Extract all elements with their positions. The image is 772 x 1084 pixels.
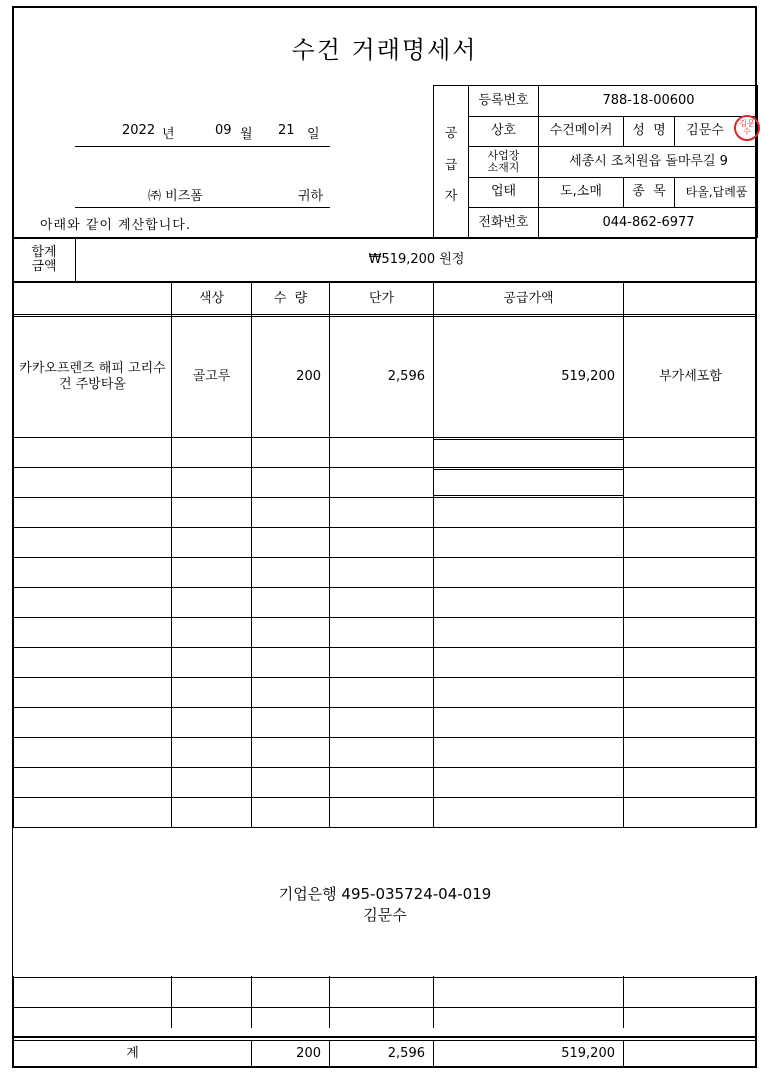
- reg-no-value: 788-18-00600: [602, 92, 695, 108]
- header-unit-price: 단가: [368, 291, 395, 307]
- name-value: 김문수: [686, 123, 724, 139]
- seal-stamp: 김문수: [734, 115, 760, 141]
- header-quantity: 수 량: [273, 291, 308, 307]
- item-label: 종 목: [632, 184, 666, 200]
- header-supply-amount: 공급가액: [503, 291, 554, 307]
- item-name: 카카오프렌즈 해피 고리수건 주방타올: [19, 361, 166, 392]
- total-amount: ₩519,200 원정: [368, 251, 465, 267]
- item-unit-price: 2,596: [387, 368, 425, 384]
- item-value: 타올,답례품: [685, 184, 748, 199]
- footer-amount: 519,200: [561, 1045, 615, 1061]
- date-year: 2022: [122, 123, 156, 138]
- recipient-name: ㈜ 비즈폼: [148, 189, 203, 204]
- date-month-unit: 월: [240, 127, 253, 142]
- footer-unit-price: 2,596: [387, 1045, 425, 1061]
- name-label: 성 명: [632, 123, 666, 139]
- address-value: 세종시 조치원읍 돌마루길 9: [569, 153, 728, 169]
- phone-value: 044-862-6977: [602, 214, 695, 230]
- business-label: 업태: [490, 184, 517, 200]
- bank-account: 기업은행 495-035724-04-019: [278, 885, 492, 903]
- recipient-suffix: 귀하: [298, 189, 324, 204]
- business-value: 도,소매: [560, 184, 602, 200]
- account-holder: 김문수: [363, 906, 407, 924]
- footer-label: 계: [126, 1045, 139, 1061]
- date-month: 09: [215, 123, 232, 138]
- item-amount: 519,200: [561, 368, 615, 384]
- phone-label: 전화번호: [478, 214, 529, 230]
- document-title: 수건 거래명세서: [291, 36, 478, 64]
- item-color: 골고루: [192, 368, 231, 384]
- date-day: 21: [278, 123, 295, 138]
- company-value: 수건메이커: [549, 123, 613, 139]
- item-note: 부가세포함: [659, 368, 722, 384]
- document-note: 아래와 같이 계산합니다.: [40, 218, 191, 233]
- supplier-label-1: 공: [444, 126, 458, 141]
- footer-quantity: 200: [296, 1045, 321, 1061]
- recipient-underline: [75, 207, 330, 208]
- total-label: 합계 금액: [31, 244, 57, 274]
- company-label: 상호: [490, 123, 517, 139]
- address-label: 사업장 소재지: [487, 148, 520, 174]
- supplier-label-2: 급: [444, 158, 458, 173]
- supplier-label-3: 자: [444, 189, 458, 204]
- bank-info-area: [13, 828, 757, 976]
- header-color: 색상: [198, 291, 225, 307]
- date-day-unit: 일: [307, 127, 320, 142]
- reg-no-label: 등록번호: [478, 92, 529, 108]
- item-quantity: 200: [296, 368, 321, 384]
- date-underline: [75, 146, 330, 147]
- date-year-unit: 년: [162, 127, 175, 142]
